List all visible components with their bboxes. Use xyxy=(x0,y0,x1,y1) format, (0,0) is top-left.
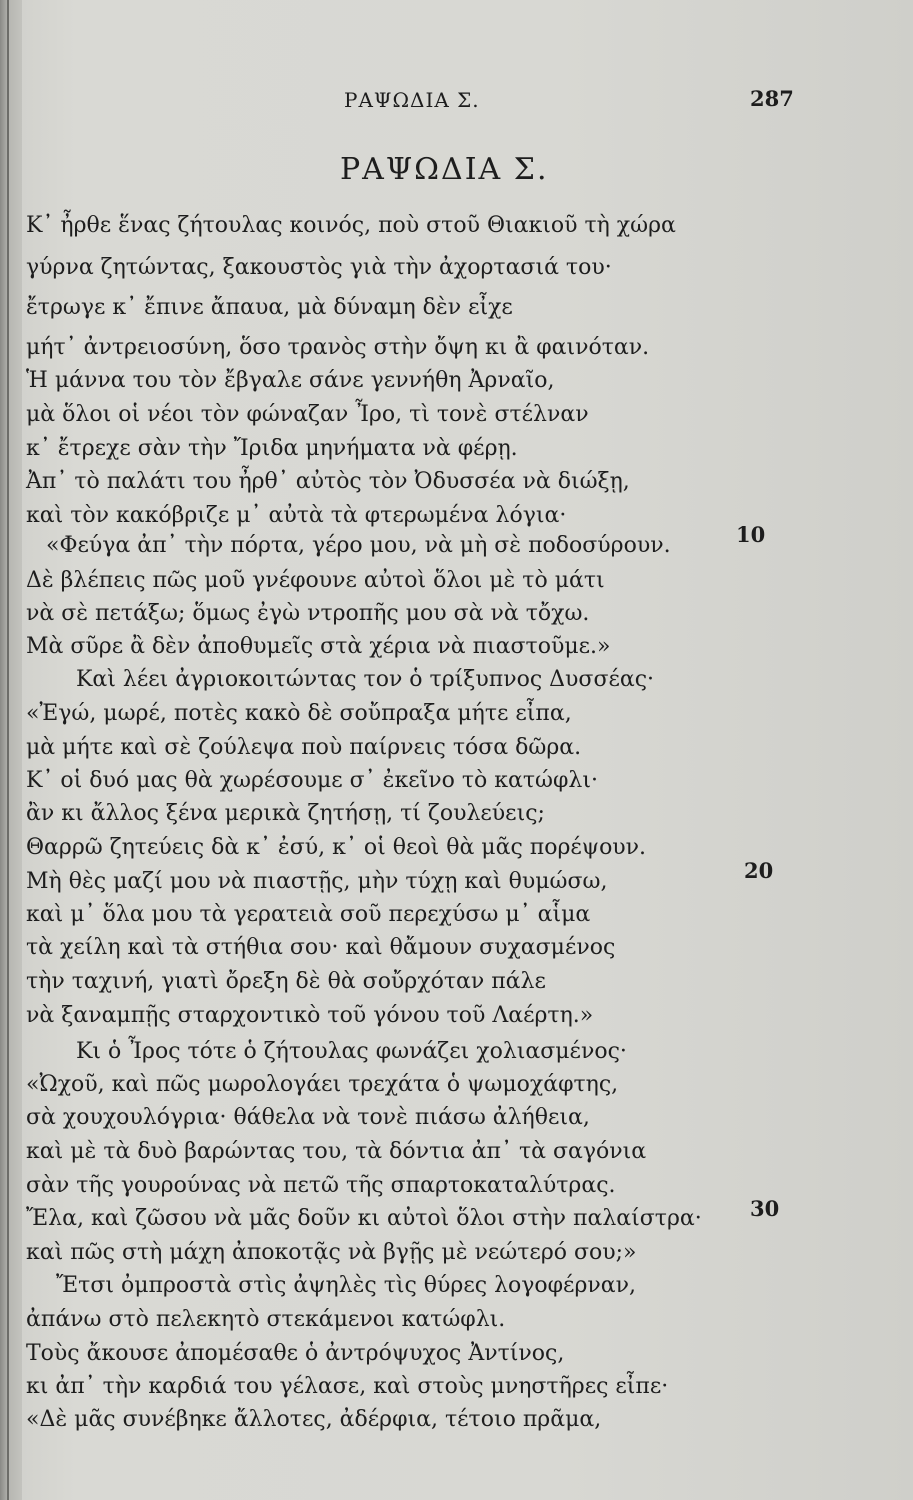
verse-line: Μὰ σῦρε ἂ δὲν ἀποθυμεῖς στὰ χέρια νὰ πιαστοῦμε.» xyxy=(26,634,611,659)
line-number: 20 xyxy=(744,858,774,883)
verse-line: καὶ μ᾽ ὅλα μου τὰ γερατειὰ σοῦ περεχύσω μ᾽ αἷμα xyxy=(26,902,591,927)
verse-line: Ἀπ᾽ τὸ παλάτι του ἦρθ᾽ αὐτὸς τὸν Ὀδυσσέα νὰ διώξῃ, xyxy=(26,469,630,494)
verse-line: τὰ χείλη καὶ τὰ στήθια σου· καὶ θἄμουν συχασμένος xyxy=(26,935,616,960)
verse-line: σὰν τῆς γουρούνας νὰ πετῶ τῆς σπαρτοκαταλύτρας. xyxy=(26,1173,616,1198)
verse-line: μήτ᾽ ἀντρειοσύνη, ὅσο τρανὸς στὴν ὄψη κι ἂ φαινόταν. xyxy=(26,335,650,360)
verse-line: Μὴ θὲς μαζί μου νὰ πιαστῇς, μὴν τύχῃ καὶ θυμώσω, xyxy=(26,869,608,894)
verse-line: ἂν κι ἄλλος ξένα μερικὰ ζητήσῃ, τί ζουλεύεις; xyxy=(26,801,545,826)
verse-line: Κ᾽ οἱ δυό μας θὰ χωρέσουμε σ᾽ ἐκεῖνο τὸ κατώφλι· xyxy=(26,768,598,793)
verse-line: ἀπάνω στὸ πελεκητὸ στεκάμενοι κατώφλι. xyxy=(26,1307,506,1332)
line-number: 10 xyxy=(736,522,766,547)
verse-line: Ἔλα, καὶ ζῶσου νὰ μᾶς δοῦν κι αὐτοὶ ὅλοι στὴν παλαίστρα· xyxy=(26,1206,702,1231)
verse-line: μὰ ὅλοι οἱ νέοι τὸν φώναζαν Ἶρο, τὶ τονὲ στέλναν xyxy=(26,402,589,427)
verse-line: κ᾽ ἔτρεχε σὰν τὴν Ἴριδα μηνήματα νὰ φέρῃ. xyxy=(26,436,518,461)
running-head: ΡΑΨΩΔΙΑ Σ. xyxy=(344,88,480,112)
verse-line: Τοὺς ἄκουσε ἀπομέσαθε ὁ ἀντρόψυχος Ἀντίνος, xyxy=(26,1341,565,1366)
verse-line: κι ἀπ᾽ τὴν καρδιά του γέλασε, καὶ στοὺς μνηστῆρες εἶπε· xyxy=(26,1374,669,1399)
verse-line: νὰ ξαναμπῇς σταρχοντικὸ τοῦ γόνου τοῦ Λαέρτη.» xyxy=(26,1003,594,1028)
verse-line: Ἔτσι ὀμπροστὰ στὶς ἀψηλὲς τὶς θύρες λογοφέρναν, xyxy=(56,1273,636,1298)
verse-line: «Δὲ μᾶς συνέβηκε ἄλλοτες, ἀδέρφια, τέτοιο πρᾶμα, xyxy=(26,1407,602,1432)
verse-line: γύρνα ζητώντας, ξακουστὸς γιὰ τὴν ἀχορτασιά του· xyxy=(26,255,612,280)
verse-line: «Ὠχοῦ, καὶ πῶς μωρολογάει τρεχάτα ὁ ψωμοχάφτης, xyxy=(26,1072,619,1097)
chapter-title: ΡΑΨΩΔΙΑ Σ. xyxy=(340,152,549,187)
verse-line: Θαρρῶ ζητεύεις δὰ κ᾽ ἐσύ, κ᾽ οἱ θεοὶ θὰ μᾶς πορέψουν. xyxy=(26,835,647,860)
verse-line: Ἡ μάννα του τὸν ἔβγαλε σάνε γεννήθη Ἀρναῖο, xyxy=(26,368,555,393)
verse-line: Κι ὁ Ἶρος τότε ὁ ζήτουλας φωνάζει χολιασμένος· xyxy=(76,1039,627,1064)
verse-line: καὶ πῶς στὴ μάχη ἀποκοτᾷς νὰ βγῇς μὲ νεώτερό σου;» xyxy=(26,1240,637,1265)
verse-line: ἔτρωγε κ᾽ ἔπινε ἄπαυα, μὰ δύναμη δὲν εἶχε xyxy=(26,295,513,320)
verse-line: Κ᾽ ἦρθε ἕνας ζήτουλας κοινός, ποὺ στοῦ Θιακιοῦ τὴ χώρα xyxy=(26,213,676,238)
verse-line: «Φεύγα ἀπ᾽ τὴν πόρτα, γέρο μου, νὰ μὴ σὲ ποδοσύρουν. xyxy=(46,533,671,558)
line-number: 30 xyxy=(750,1196,780,1221)
verse-line: καὶ τὸν κακόβριζε μ᾽ αὐτὰ τὰ φτερωμένα λόγια· xyxy=(26,503,567,528)
verse-line: Καὶ λέει ἀγριοκοιτώντας τον ὁ τρίξυπνος Δυσσέας· xyxy=(76,667,655,692)
book-page xyxy=(22,0,913,1500)
page-number: 287 xyxy=(750,86,794,111)
verse-line: τὴν ταχινή, γιατὶ ὄρεξη δὲ θὰ σοὔρχόταν πάλε xyxy=(26,969,546,994)
verse-line: καὶ μὲ τὰ δυὸ βαρώντας του, τὰ δόντια ἀπ᾽ τὰ σαγόνια xyxy=(26,1139,647,1164)
verse-line: μὰ μήτε καὶ σὲ ζούλεψα ποὺ παίρνεις τόσα δῶρα. xyxy=(26,735,582,760)
book-spine-shadow xyxy=(0,0,22,1500)
verse-line: νὰ σὲ πετάξω; ὅμως ἐγὼ ντροπῆς μου σὰ νὰ τὄχω. xyxy=(26,601,590,626)
verse-line: σὰ χουχουλόγρια· θάθελα νὰ τονὲ πιάσω ἀλήθεια, xyxy=(26,1105,590,1130)
verse-line: «Ἐγώ, μωρέ, ποτὲς κακὸ δὲ σοὔπραξα μήτε εἶπα, xyxy=(26,701,572,726)
verse-line: Δὲ βλέπεις πῶς μοῦ γνέφουνε αὐτοὶ ὅλοι μὲ τὸ μάτι xyxy=(26,568,605,593)
